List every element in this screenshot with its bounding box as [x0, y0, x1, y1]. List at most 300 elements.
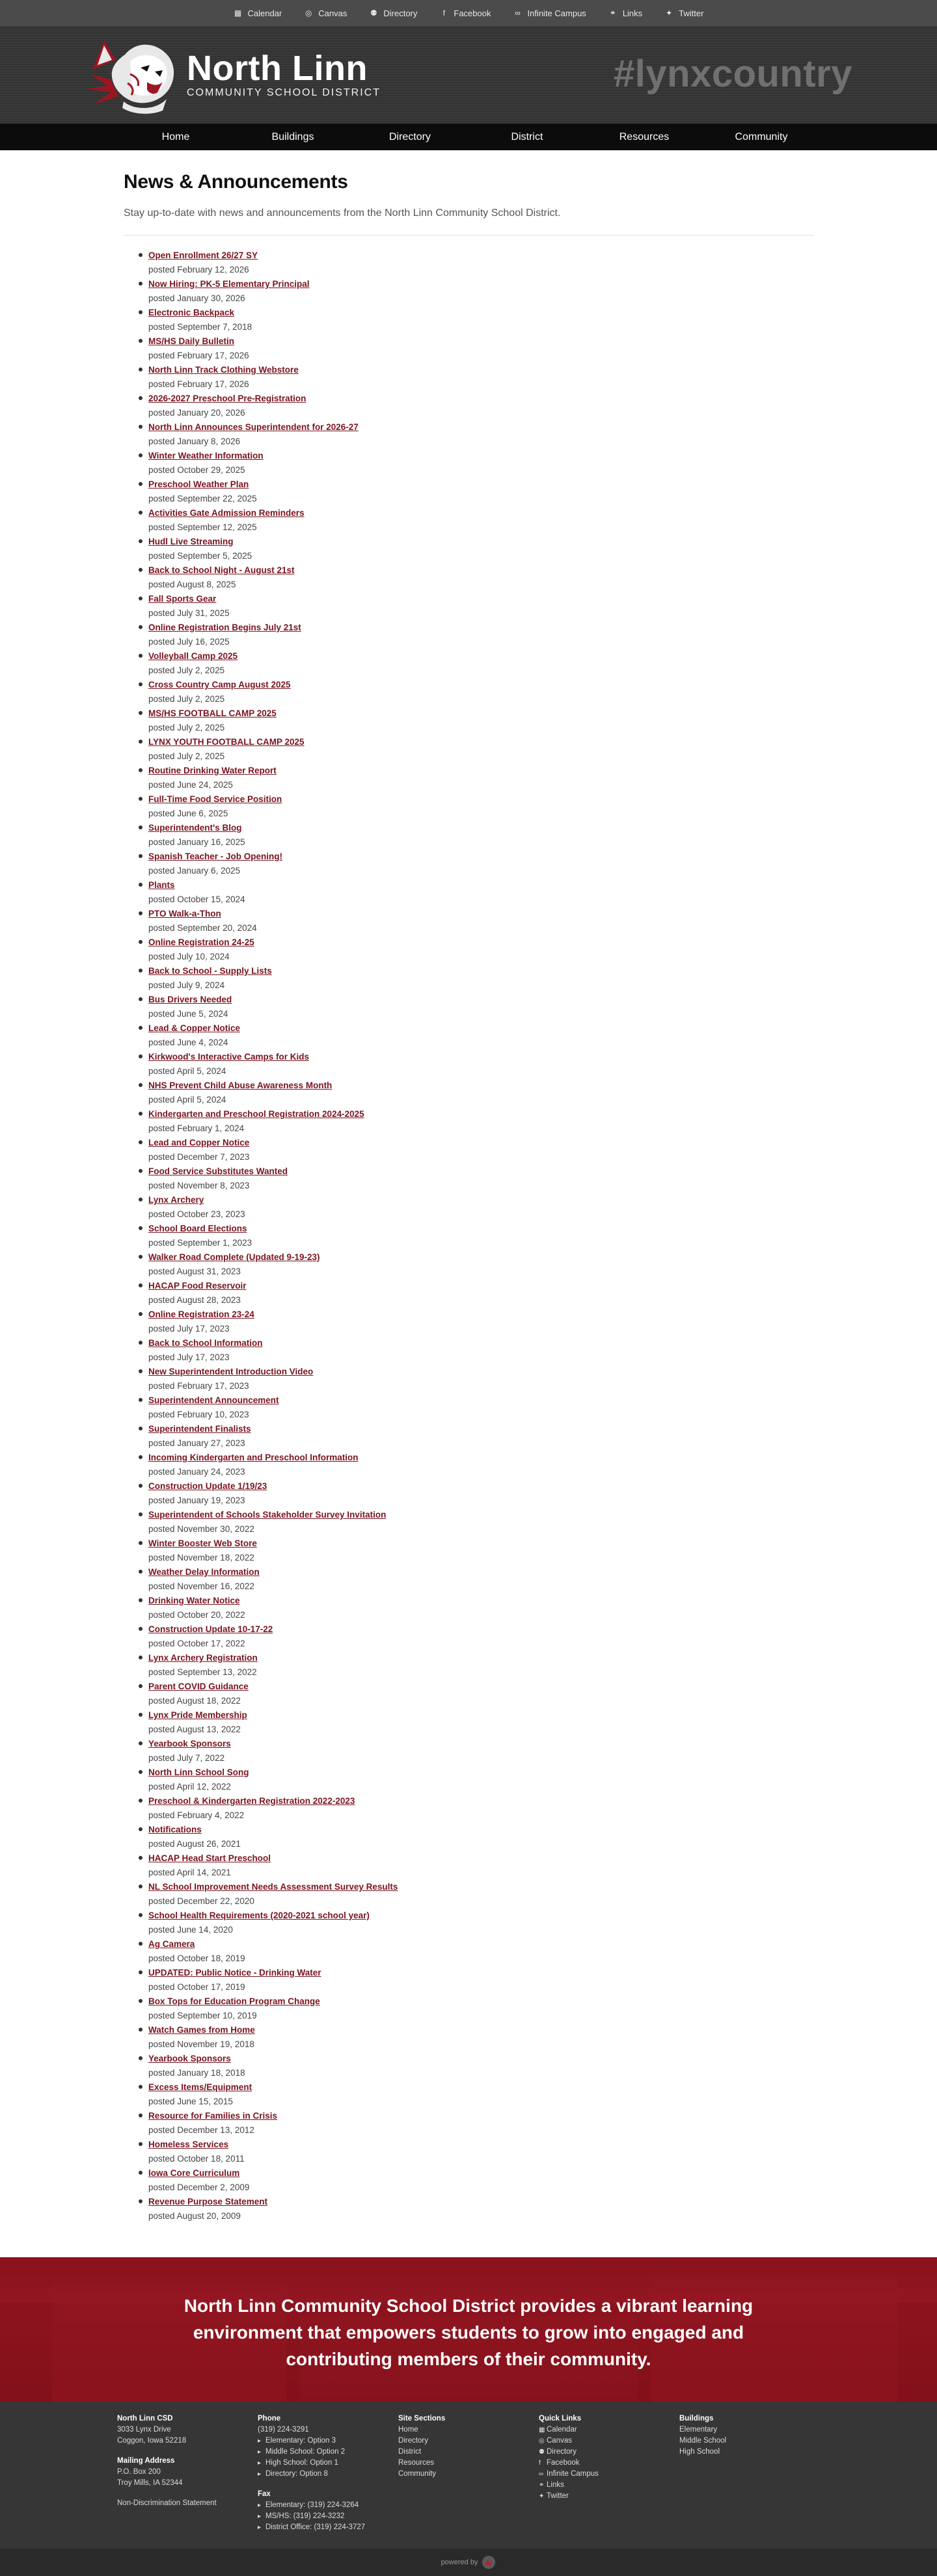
footer-phone-option — [258, 2435, 398, 2447]
brand-subtitle: COMMUNITY SCHOOL DISTRICT — [187, 87, 381, 98]
news-date: posted February 17, 2023 — [148, 1381, 249, 1391]
news-item — [148, 1250, 813, 1279]
vendor-logo[interactable] — [482, 2555, 496, 2569]
news-title-link[interactable]: Iowa Core Curriculum — [148, 2168, 240, 2178]
caret-right-icon: ▸ — [258, 2524, 262, 2531]
news-title-link[interactable]: Bus Drivers Needed — [148, 995, 232, 1004]
news-item — [148, 821, 813, 850]
footer-quick-link-label: Directory — [547, 2448, 577, 2456]
utility-link-label: Canvas — [318, 8, 347, 18]
news-title-link[interactable]: Preschool Weather Plan — [148, 479, 249, 489]
news-date: posted July 31, 2025 — [148, 608, 230, 618]
nav-item-directory[interactable]: Directory — [388, 131, 431, 142]
utility-link-label: Twitter — [679, 8, 704, 18]
news-date: posted July 16, 2025 — [148, 637, 230, 647]
footer-fax-label: MS/HS: (319) 224-3232 — [265, 2512, 345, 2520]
intro-text: Stay up-to-date with news and announcements from the North Linn Community School District. — [124, 208, 561, 219]
news-title-link[interactable]: Lead and Copper Notice — [148, 1138, 250, 1147]
news-item — [148, 2052, 813, 2080]
news-title-link[interactable]: Kindergarten and Preschool Registration 2024-2025 — [148, 1109, 364, 1119]
news-item — [148, 1708, 813, 1737]
news-item — [148, 1966, 813, 1994]
utility-link-label: Links — [622, 8, 643, 18]
footer-phone-option-label: Directory: Option 8 — [265, 2470, 328, 2478]
infinite-campus-icon: ∞ — [515, 8, 521, 18]
footer-quick-link-calendar[interactable] — [539, 2424, 679, 2435]
news-item — [148, 1021, 813, 1050]
news-date: posted October 18, 2011 — [148, 2154, 245, 2164]
footer-mailing-head: Mailing Address — [117, 2457, 175, 2465]
news-title-link[interactable]: Yearbook Sponsors — [148, 2054, 231, 2063]
news-item — [148, 2023, 813, 2052]
news-date: posted October 17, 2022 — [148, 1639, 245, 1648]
news-title-link[interactable]: MS/HS FOOTBALL CAMP 2025 — [148, 708, 277, 718]
news-item — [148, 1365, 813, 1393]
news-date: posted June 5, 2024 — [148, 1009, 228, 1019]
news-title-link[interactable]: NHS Prevent Child Abuse Awareness Month — [148, 1080, 333, 1090]
news-item — [148, 334, 813, 363]
news-date: posted September 5, 2025 — [148, 551, 252, 561]
news-item — [148, 1193, 813, 1222]
news-date: posted April 14, 2021 — [148, 1868, 231, 1877]
news-date: posted January 16, 2025 — [148, 837, 245, 847]
news-date: posted June 6, 2025 — [148, 809, 228, 818]
nav-item-home[interactable]: Home — [161, 131, 190, 142]
twitter-icon: ✦ — [666, 8, 673, 18]
news-item — [148, 248, 813, 277]
news-title-link[interactable]: Superintendent Finalists — [148, 1424, 251, 1434]
news-item — [148, 420, 813, 449]
news-title-link[interactable]: School Board Elections — [148, 1224, 247, 1233]
news-item — [148, 792, 813, 821]
news-date: posted November 19, 2018 — [148, 2039, 254, 2049]
news-date: posted October 17, 2019 — [148, 1982, 245, 1992]
news-title-link[interactable]: Plants — [148, 880, 175, 890]
news-date: posted October 29, 2025 — [148, 465, 245, 475]
news-title-link[interactable]: Incoming Kindergarten and Preschool Information — [148, 1453, 359, 1462]
news-title-link[interactable]: Open Enrollment 26/27 SY — [148, 250, 258, 260]
news-date: posted January 6, 2025 — [148, 866, 241, 876]
news-item — [148, 1308, 813, 1336]
news-item — [148, 1479, 813, 1508]
footer-quick-link-label: Canvas — [547, 2437, 572, 2445]
news-title-link[interactable]: PTO Walk-a-Thon — [148, 909, 221, 919]
utility-link-label: Infinite Campus — [527, 8, 586, 18]
hashtag: #lynxcountry — [614, 53, 852, 95]
news-title-link[interactable]: Winter Weather Information — [148, 451, 264, 461]
news-item — [148, 563, 813, 592]
news-date: posted November 30, 2022 — [148, 1524, 254, 1534]
news-date: posted February 1, 2024 — [148, 1123, 245, 1133]
news-date: posted July 17, 2023 — [148, 1352, 230, 1362]
news-date: posted January 24, 2023 — [148, 1467, 245, 1477]
news-title-link[interactable]: Notifications — [148, 1825, 202, 1834]
news-date: posted September 22, 2025 — [148, 494, 257, 503]
news-item — [148, 1622, 813, 1651]
news-date: posted September 7, 2018 — [148, 322, 252, 332]
news-item — [148, 506, 813, 535]
footer-phone-option-label: Elementary: Option 3 — [265, 2437, 336, 2445]
footer-phone-option-label: Middle School: Option 2 — [265, 2448, 346, 2456]
news-title-link[interactable]: New Superintendent Introduction Video — [148, 1367, 314, 1376]
news-item — [148, 2080, 813, 2109]
news-item — [148, 964, 813, 993]
news-title-link[interactable]: North Linn Announces Superintendent for 2026-27 — [148, 422, 359, 432]
page-title: News & Announcements — [124, 171, 348, 193]
news-item — [148, 592, 813, 621]
footer-fax-label: District Office: (319) 224-3727 — [265, 2523, 366, 2531]
news-item — [148, 1851, 813, 1880]
news-item — [148, 1651, 813, 1680]
footer-quick-link-facebook[interactable] — [539, 2458, 679, 2469]
news-title-link[interactable]: Box Tops for Education Program Change — [148, 1996, 320, 2006]
news-item — [148, 1937, 813, 1966]
utility-link-label: Calendar — [247, 8, 282, 18]
news-title-link[interactable]: Construction Update 1/19/23 — [148, 1481, 267, 1491]
news-date: posted February 10, 2023 — [148, 1410, 249, 1419]
news-item — [148, 907, 813, 935]
news-title-link[interactable]: Spanish Teacher - Job Opening! — [148, 852, 283, 861]
news-title-link[interactable]: Homeless Services — [148, 2140, 229, 2149]
news-date: posted January 18, 2018 — [148, 2068, 245, 2078]
news-date: posted February 17, 2026 — [148, 379, 249, 389]
news-date: posted July 2, 2025 — [148, 751, 225, 761]
directory-icon: ⚉ — [370, 8, 377, 18]
news-date: posted October 23, 2023 — [148, 1209, 245, 1219]
news-item — [148, 277, 813, 306]
utility-link-infinite-campus[interactable] — [513, 8, 586, 18]
news-item — [148, 764, 813, 792]
news-title-link[interactable]: Superintendent of Schools Stakeholder Survey Invitation — [148, 1510, 387, 1520]
news-item — [148, 1107, 813, 1136]
news-date: posted October 15, 2024 — [148, 894, 245, 904]
news-date: posted August 31, 2023 — [148, 1267, 241, 1276]
news-title-link[interactable]: Watch Games from Home — [148, 2025, 255, 2035]
facebook-icon: f — [442, 8, 446, 18]
news-date: posted February 12, 2026 — [148, 265, 249, 275]
news-title-link[interactable]: Kirkwood's Interactive Camps for Kids — [148, 1052, 310, 1062]
news-item — [148, 2195, 813, 2223]
news-date: posted April 5, 2024 — [148, 1066, 226, 1076]
nav-item-buildings[interactable]: Buildings — [271, 131, 314, 142]
utility-link-label: Facebook — [454, 8, 491, 18]
utility-link-directory[interactable] — [369, 8, 417, 18]
news-item — [148, 1737, 813, 1765]
news-item — [148, 306, 813, 334]
news-list — [124, 248, 813, 2223]
news-title-link[interactable]: Resource for Families in Crisis — [148, 2111, 278, 2121]
news-title-link[interactable]: Construction Update 10-17-22 — [148, 1624, 273, 1634]
news-date: posted December 7, 2023 — [148, 1152, 250, 1162]
canvas-icon: ◎ — [305, 8, 312, 18]
news-title-link[interactable]: Back to School Night - August 21st — [148, 565, 295, 575]
news-title-link[interactable]: Full-Time Food Service Position — [148, 794, 282, 804]
news-item — [148, 878, 813, 907]
news-item — [148, 649, 813, 678]
footer-quick-link-label: Twitter — [547, 2492, 569, 2500]
footer-district-head: North Linn CSD — [117, 2415, 173, 2422]
news-date: posted January 19, 2023 — [148, 1496, 245, 1505]
site-footer — [0, 2402, 937, 2549]
news-date: posted September 1, 2023 — [148, 1238, 252, 1248]
news-title-link[interactable]: Volleyball Camp 2025 — [148, 651, 238, 661]
caret-right-icon: ▸ — [258, 2437, 262, 2445]
news-date: posted December 13, 2012 — [148, 2125, 254, 2135]
news-date: posted February 17, 2026 — [148, 351, 249, 360]
footer-fax-line — [258, 2500, 398, 2511]
nav-item-district[interactable]: District — [511, 131, 543, 142]
news-item — [148, 1909, 813, 1937]
news-title-link[interactable]: LYNX YOUTH FOOTBALL CAMP 2025 — [148, 737, 305, 747]
mission-statement: North Linn Community School District provides a vibrant learning environment that empowers students to grow into engaged and contributing members of their community. — [183, 2296, 754, 2369]
footer-fax-head: Fax — [258, 2490, 271, 2498]
footer-phone-main[interactable]: (319) 224-3291 — [258, 2426, 309, 2434]
news-date: posted September 10, 2019 — [148, 2011, 257, 2020]
caret-right-icon: ▸ — [258, 2460, 262, 2467]
news-title-link[interactable]: UPDATED: Public Notice - Drinking Water — [148, 1968, 321, 1978]
lynx-logo[interactable] — [85, 34, 182, 115]
news-title-link[interactable]: Lynx Archery Registration — [148, 1653, 258, 1663]
footer-mailing-line: Troy Mills, IA 52344 — [117, 2479, 183, 2487]
news-date: posted June 15, 2015 — [148, 2097, 233, 2106]
news-date: posted October 20, 2022 — [148, 1610, 245, 1620]
news-date: posted July 2, 2025 — [148, 694, 225, 704]
mission-banner — [0, 2257, 937, 2402]
news-title-link[interactable]: Online Registration Begins July 21st — [148, 623, 301, 632]
footer-quick-links-head: Quick Links — [539, 2415, 582, 2422]
nav-item-resources[interactable]: Resources — [619, 131, 670, 142]
news-title-link[interactable]: Fall Sports Gear — [148, 594, 217, 604]
news-item — [148, 1279, 813, 1308]
powered-by-bar — [0, 2549, 937, 2576]
news-item — [148, 1536, 813, 1565]
caret-right-icon: ▸ — [258, 2449, 262, 2456]
footer-site-sections — [398, 2413, 539, 2533]
news-date: posted July 17, 2023 — [148, 1324, 230, 1334]
twitter-icon: ✦ — [539, 2493, 545, 2500]
news-date: posted November 18, 2022 — [148, 1553, 254, 1563]
footer-quick-link-label: Calendar — [547, 2426, 577, 2434]
utility-link-calendar[interactable] — [234, 8, 282, 18]
news-date: posted August 13, 2022 — [148, 1724, 241, 1734]
footer-phone-option-label: High School: Option 1 — [265, 2459, 338, 2467]
news-title-link[interactable]: North Linn Track Clothing Webstore — [148, 365, 299, 375]
news-item — [148, 1422, 813, 1451]
footer-building-link[interactable]: Middle School — [679, 2437, 727, 2445]
footer-mailing-line: P.O. Box 200 — [117, 2468, 161, 2476]
news-title-link[interactable]: Preschool & Kindergarten Registration 2022-2023 — [148, 1796, 355, 1806]
footer-quick-link-canvas[interactable] — [539, 2435, 679, 2447]
facebook-icon: f — [539, 2460, 541, 2467]
news-title-link[interactable]: Walker Road Complete (Updated 9-19-23) — [148, 1252, 320, 1262]
footer-section-link-resources[interactable]: Resources — [398, 2459, 434, 2467]
caret-right-icon: ▸ — [258, 2471, 262, 2478]
footer-building-link[interactable]: Elementary — [679, 2426, 718, 2434]
news-date: posted August 26, 2021 — [148, 1839, 241, 1849]
news-item — [148, 1565, 813, 1594]
news-item — [148, 935, 813, 964]
news-item — [148, 678, 813, 706]
news-title-link[interactable]: Lead & Copper Notice — [148, 1023, 241, 1033]
canvas-icon: ◎ — [539, 2437, 545, 2445]
news-item — [148, 1222, 813, 1250]
news-title-link[interactable]: Superintendent's Blog — [148, 823, 242, 833]
news-date: posted July 7, 2022 — [148, 1753, 225, 1763]
news-item — [148, 2138, 813, 2166]
news-date: posted July 10, 2024 — [148, 952, 230, 961]
footer-quick-link-label: Facebook — [547, 2459, 580, 2467]
utility-link-canvas[interactable] — [304, 8, 347, 18]
utility-link-twitter[interactable] — [664, 8, 703, 18]
news-date: posted November 16, 2022 — [148, 1581, 254, 1591]
news-item — [148, 1880, 813, 1909]
news-title-link[interactable]: HACAP Food Reservoir — [148, 1281, 247, 1291]
links-icon: ⚭ — [539, 2482, 545, 2489]
caret-right-icon: ▸ — [258, 2513, 262, 2520]
news-title-link[interactable]: HACAP Head Start Preschool — [148, 1853, 271, 1863]
news-item — [148, 1451, 813, 1479]
news-date: posted August 28, 2023 — [148, 1295, 241, 1305]
news-title-link[interactable]: Ag Camera — [148, 1939, 195, 1949]
calendar-icon: ▦ — [234, 8, 242, 18]
footer-section-link-directory[interactable]: Directory — [398, 2437, 429, 2445]
links-icon: ⚭ — [609, 8, 616, 18]
news-item — [148, 1079, 813, 1107]
news-date: posted September 20, 2024 — [148, 923, 257, 933]
news-title-link[interactable]: Now Hiring: PK-5 Elementary Principal — [148, 279, 310, 289]
news-title-link[interactable]: Yearbook Sponsors — [148, 1739, 231, 1749]
news-title-link[interactable]: Routine Drinking Water Report — [148, 766, 277, 775]
news-title-link[interactable]: 2026-2027 Preschool Pre-Registration — [148, 394, 306, 403]
footer-section-link-community[interactable]: Community — [398, 2470, 437, 2478]
news-item — [148, 735, 813, 764]
news-item — [148, 850, 813, 878]
footer-quick-link-infinite-campus[interactable] — [539, 2469, 679, 2480]
brand-name: North Linn — [187, 49, 368, 88]
utility-link-facebook[interactable] — [439, 8, 491, 18]
footer-phone-head: Phone — [258, 2415, 281, 2422]
footer-quick-link-twitter[interactable] — [539, 2491, 679, 2502]
news-title-link[interactable]: Food Service Substitutes Wanted — [148, 1166, 288, 1176]
news-item — [148, 1765, 813, 1794]
powered-by-text: powered by — [441, 2558, 478, 2566]
news-title-link[interactable]: Weather Delay Information — [148, 1567, 260, 1577]
footer-quick-link-label: Infinite Campus — [547, 2470, 599, 2478]
news-title-link[interactable]: Drinking Water Notice — [148, 1596, 240, 1605]
news-item — [148, 1508, 813, 1536]
news-date: posted January 30, 2026 — [148, 293, 245, 303]
footer-quick-link-directory[interactable] — [539, 2447, 679, 2458]
news-title-link[interactable]: Revenue Purpose Statement — [148, 2197, 268, 2207]
main-content — [124, 150, 813, 2223]
news-date: posted July 9, 2024 — [148, 980, 225, 990]
news-item — [148, 1164, 813, 1193]
utility-link-links[interactable] — [608, 8, 642, 18]
news-title-link[interactable]: MS/HS Daily Bulletin — [148, 336, 235, 346]
news-date: posted February 4, 2022 — [148, 1810, 245, 1820]
news-date: posted June 4, 2024 — [148, 1038, 228, 1047]
news-title-link[interactable]: Excess Items/Equipment — [148, 2082, 252, 2092]
footer-address-line: Coggon, Iowa 52218 — [117, 2437, 187, 2445]
news-item — [148, 993, 813, 1021]
news-title-link[interactable]: Back to School - Supply Lists — [148, 966, 272, 976]
footer-fax-line — [258, 2522, 398, 2533]
news-item — [148, 1336, 813, 1365]
news-item — [148, 1594, 813, 1622]
news-title-link[interactable]: Parent COVID Guidance — [148, 1682, 249, 1691]
news-title-link[interactable]: Online Registration 23-24 — [148, 1309, 254, 1319]
news-date: posted August 18, 2022 — [148, 1696, 241, 1706]
footer-address-line: 3033 Lynx Drive — [117, 2426, 171, 2434]
infinite-campus-icon: ∞ — [539, 2471, 544, 2478]
news-date: posted January 20, 2026 — [148, 408, 245, 418]
utility-link-label: Directory — [383, 8, 418, 18]
footer-section-link-home[interactable]: Home — [398, 2426, 418, 2434]
news-title-link[interactable]: Superintendent Announcement — [148, 1395, 279, 1405]
footer-district — [117, 2413, 258, 2533]
news-date: posted December 2, 2009 — [148, 2182, 250, 2192]
footer-building-link[interactable]: High School — [679, 2448, 720, 2456]
footer-quick-link-links[interactable] — [539, 2480, 679, 2491]
news-item — [148, 621, 813, 649]
brand[interactable] — [187, 51, 381, 99]
news-date: posted January 8, 2026 — [148, 436, 241, 446]
news-item — [148, 1136, 813, 1164]
utility-bar — [0, 0, 937, 26]
footer-quick-links — [539, 2413, 679, 2533]
news-title-link[interactable]: Winter Booster Web Store — [148, 1538, 257, 1548]
footer-phone — [258, 2413, 398, 2533]
news-title-link[interactable]: Hudl Live Streaming — [148, 537, 234, 546]
news-title-link[interactable]: Lynx Pride Membership — [148, 1710, 247, 1720]
news-item — [148, 1393, 813, 1422]
news-title-link[interactable]: NL School Improvement Needs Assessment Survey Results — [148, 1882, 398, 1892]
main-nav — [0, 124, 937, 150]
footer-fax-label: Elementary: (319) 224-3264 — [265, 2501, 359, 2509]
news-title-link[interactable]: Online Registration 24-25 — [148, 937, 254, 947]
news-item — [148, 477, 813, 506]
news-item — [148, 1794, 813, 1823]
news-item — [148, 2109, 813, 2138]
news-date: posted April 5, 2024 — [148, 1095, 226, 1105]
news-item — [148, 1994, 813, 2023]
news-title-link[interactable]: Back to School Information — [148, 1338, 263, 1348]
news-item — [148, 1050, 813, 1079]
news-title-link[interactable]: Electronic Backpack — [148, 308, 235, 317]
footer-site-sections-head: Site Sections — [398, 2415, 446, 2422]
footer-section-link-district[interactable]: District — [398, 2448, 422, 2456]
calendar-icon: ▦ — [539, 2426, 545, 2434]
news-date: posted July 2, 2025 — [148, 723, 225, 732]
news-title-link[interactable]: Activities Gate Admission Reminders — [148, 508, 305, 518]
news-item — [148, 392, 813, 420]
news-date: posted September 12, 2025 — [148, 522, 257, 532]
news-date: posted October 18, 2019 — [148, 1953, 245, 1963]
directory-icon: ⚉ — [539, 2449, 545, 2456]
news-date: posted July 2, 2025 — [148, 665, 225, 675]
news-title-link[interactable]: Lynx Archery — [148, 1195, 204, 1205]
nondiscrimination-link[interactable]: Non-Discrimination Statement — [117, 2499, 217, 2507]
caret-right-icon: ▸ — [258, 2502, 262, 2509]
nav-item-community[interactable]: Community — [735, 131, 788, 142]
footer-buildings-head: Buildings — [679, 2415, 714, 2422]
news-date: posted August 8, 2025 — [148, 580, 236, 589]
news-title-link[interactable]: North Linn School Song — [148, 1767, 249, 1777]
news-item — [148, 2166, 813, 2195]
news-title-link[interactable]: School Health Requirements (2020-2021 school year) — [148, 1911, 370, 1920]
news-item — [148, 535, 813, 563]
news-title-link[interactable]: Cross Country Camp August 2025 — [148, 680, 291, 690]
